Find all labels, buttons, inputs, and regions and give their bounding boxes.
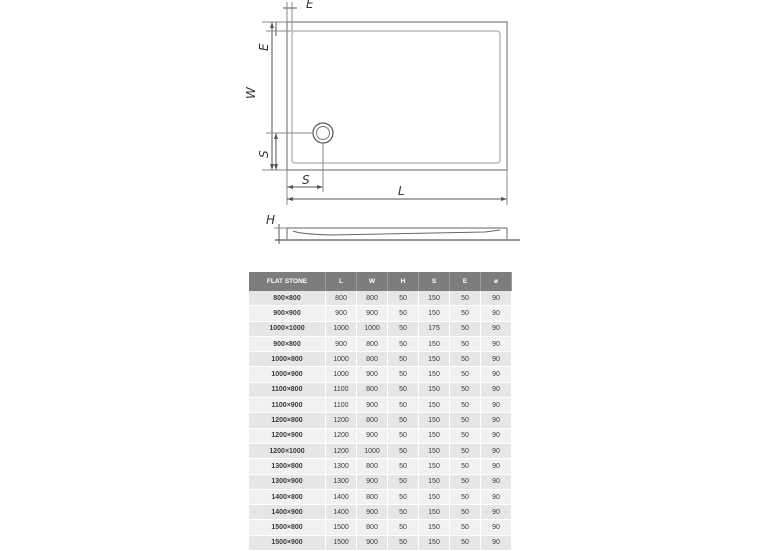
value-cell: 800 (357, 459, 388, 474)
value-cell: 1000 (357, 443, 388, 458)
value-cell: 50 (450, 428, 481, 443)
model-cell: 1000×800 (249, 352, 326, 367)
e-top-label: E (306, 0, 314, 11)
value-cell: 1200 (326, 443, 357, 458)
model-cell: 1300×900 (249, 474, 326, 489)
value-cell: 90 (481, 413, 512, 428)
value-cell: 1000 (357, 321, 388, 336)
value-cell: 1100 (326, 382, 357, 397)
value-cell: 90 (481, 336, 512, 351)
value-cell: 150 (419, 505, 450, 520)
value-cell: 150 (419, 520, 450, 535)
table-row (249, 398, 512, 413)
value-cell: 150 (419, 306, 450, 321)
value-cell: 1400 (326, 505, 357, 520)
value-cell: 1000 (326, 367, 357, 382)
value-cell: 150 (419, 489, 450, 504)
value-cell: 90 (481, 291, 512, 306)
w-label: W (244, 87, 258, 99)
value-cell: 50 (450, 382, 481, 397)
value-cell: 800 (357, 413, 388, 428)
model-cell: 1000×900 (249, 367, 326, 382)
technical-drawing (0, 0, 765, 270)
model-cell: 1100×800 (249, 382, 326, 397)
e-side-label: E (257, 43, 271, 51)
value-cell: 900 (357, 367, 388, 382)
header-s: S (419, 272, 450, 291)
table-body (249, 291, 512, 551)
value-cell: 50 (388, 428, 419, 443)
value-cell: 150 (419, 291, 450, 306)
header-e: E (450, 272, 481, 291)
value-cell: 150 (419, 413, 450, 428)
value-cell: 900 (357, 505, 388, 520)
model-cell: 1200×1000 (249, 443, 326, 458)
value-cell: 90 (481, 489, 512, 504)
value-cell: 50 (388, 336, 419, 351)
header-model: FLAT STONE (249, 272, 326, 291)
model-cell: 800×800 (249, 291, 326, 306)
value-cell: 50 (450, 398, 481, 413)
table-row (249, 489, 512, 504)
value-cell: 50 (450, 306, 481, 321)
value-cell: 150 (419, 352, 450, 367)
value-cell: 50 (450, 489, 481, 504)
value-cell: 50 (388, 505, 419, 520)
value-cell: 1300 (326, 474, 357, 489)
header-w: W (357, 272, 388, 291)
header-l: L (326, 272, 357, 291)
value-cell: 800 (357, 520, 388, 535)
value-cell: 90 (481, 520, 512, 535)
value-cell: 800 (357, 382, 388, 397)
table-row (249, 321, 512, 336)
value-cell: 90 (481, 352, 512, 367)
value-cell: 150 (419, 443, 450, 458)
value-cell: 800 (357, 489, 388, 504)
value-cell: 90 (481, 505, 512, 520)
model-cell: 1500×900 (249, 535, 326, 550)
table-row (249, 306, 512, 321)
value-cell: 1200 (326, 428, 357, 443)
table-row (249, 535, 512, 550)
value-cell: 1500 (326, 535, 357, 550)
table-row (249, 443, 512, 458)
model-cell: 1300×800 (249, 459, 326, 474)
value-cell: 50 (450, 505, 481, 520)
value-cell: 50 (450, 291, 481, 306)
value-cell: 900 (357, 398, 388, 413)
value-cell: 150 (419, 398, 450, 413)
value-cell: 1500 (326, 520, 357, 535)
table-row (249, 291, 512, 306)
h-label: H (266, 213, 276, 227)
value-cell: 90 (481, 428, 512, 443)
model-cell: 1200×900 (249, 428, 326, 443)
value-cell: 50 (450, 474, 481, 489)
header-h: H (388, 272, 419, 291)
value-cell: 900 (357, 306, 388, 321)
value-cell: 50 (388, 535, 419, 550)
model-cell: 1500×800 (249, 520, 326, 535)
value-cell: 90 (481, 382, 512, 397)
value-cell: 90 (481, 474, 512, 489)
model-cell: 900×900 (249, 306, 326, 321)
value-cell: 900 (357, 428, 388, 443)
value-cell: 90 (481, 321, 512, 336)
model-cell: 1000×1000 (249, 321, 326, 336)
value-cell: 1100 (326, 398, 357, 413)
value-cell: 90 (481, 535, 512, 550)
value-cell: 50 (450, 352, 481, 367)
value-cell: 50 (388, 306, 419, 321)
header-diameter: ø (481, 272, 512, 291)
l-label: L (398, 184, 405, 198)
value-cell: 50 (450, 336, 481, 351)
model-cell: 1400×800 (249, 489, 326, 504)
value-cell: 50 (388, 382, 419, 397)
value-cell: 50 (388, 474, 419, 489)
value-cell: 150 (419, 367, 450, 382)
value-cell: 150 (419, 382, 450, 397)
table-row (249, 413, 512, 428)
value-cell: 90 (481, 306, 512, 321)
table-row (249, 336, 512, 351)
table-row (249, 520, 512, 535)
drain-icon (313, 123, 333, 143)
model-cell: 1200×800 (249, 413, 326, 428)
value-cell: 1000 (326, 321, 357, 336)
model-cell: 900×800 (249, 336, 326, 351)
value-cell: 800 (326, 291, 357, 306)
value-cell: 50 (450, 459, 481, 474)
value-cell: 50 (388, 443, 419, 458)
value-cell: 50 (388, 459, 419, 474)
value-cell: 50 (388, 413, 419, 428)
table-row (249, 352, 512, 367)
value-cell: 50 (388, 520, 419, 535)
value-cell: 175 (419, 321, 450, 336)
value-cell: 50 (450, 443, 481, 458)
value-cell: 50 (450, 535, 481, 550)
value-cell: 900 (326, 336, 357, 351)
value-cell: 50 (450, 520, 481, 535)
value-cell: 90 (481, 459, 512, 474)
tray-side-profile (287, 228, 507, 240)
tray-outer-outline (287, 22, 507, 170)
value-cell: 900 (357, 474, 388, 489)
value-cell: 800 (357, 336, 388, 351)
value-cell: 800 (357, 352, 388, 367)
value-cell: 1400 (326, 489, 357, 504)
value-cell: 90 (481, 367, 512, 382)
model-cell: 1400×900 (249, 505, 326, 520)
value-cell: 50 (388, 321, 419, 336)
value-cell: 150 (419, 474, 450, 489)
s-side-label: S (257, 150, 271, 158)
value-cell: 800 (357, 291, 388, 306)
value-cell: 150 (419, 535, 450, 550)
value-cell: 900 (326, 306, 357, 321)
value-cell: 90 (481, 443, 512, 458)
value-cell: 50 (388, 489, 419, 504)
model-cell: 1100×900 (249, 398, 326, 413)
s-bottom-label: S (302, 173, 310, 187)
value-cell: 50 (450, 367, 481, 382)
table-row (249, 428, 512, 443)
value-cell: 50 (388, 398, 419, 413)
value-cell: 1300 (326, 459, 357, 474)
value-cell: 1000 (326, 352, 357, 367)
value-cell: 150 (419, 459, 450, 474)
value-cell: 150 (419, 428, 450, 443)
value-cell: 900 (357, 535, 388, 550)
value-cell: 50 (388, 291, 419, 306)
value-cell: 50 (388, 352, 419, 367)
dimensions-table (249, 272, 512, 551)
table-row (249, 505, 512, 520)
table-header-row (249, 272, 512, 291)
table-row (249, 367, 512, 382)
table-row (249, 474, 512, 489)
value-cell: 50 (450, 413, 481, 428)
value-cell: 50 (450, 321, 481, 336)
value-cell: 50 (388, 367, 419, 382)
value-cell: 150 (419, 336, 450, 351)
table-row (249, 459, 512, 474)
value-cell: 1200 (326, 413, 357, 428)
table-row (249, 382, 512, 397)
value-cell: 90 (481, 398, 512, 413)
